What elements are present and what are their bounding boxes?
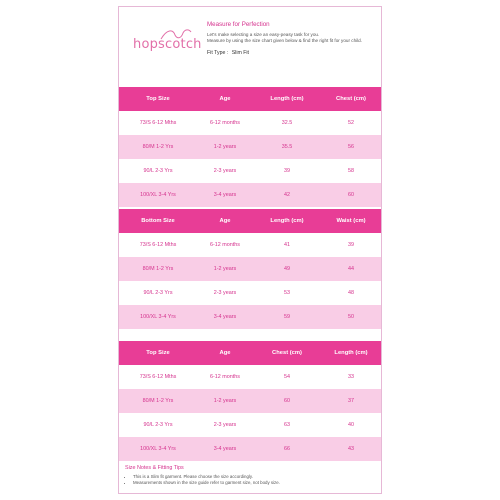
table-cell: 49 [284,266,290,272]
size-notes-list [125,474,377,486]
table-cell: 52 [348,120,354,126]
brand-logo-text: hopscotch [133,37,202,52]
table-row [119,111,381,135]
column-header: Bottom Size [141,218,175,224]
table-cell: 59 [284,314,290,320]
table-row [119,233,381,257]
table-cell: 58 [348,168,354,174]
bottom-size-table [119,209,381,329]
table-cell: 90/L 2-3 Yrs [143,290,173,296]
intro-line-2: Measure by using the size chart given below & find the right fit for your child. [207,38,362,43]
table-cell: 6-12 months [210,120,240,126]
table-cell: 1-2 years [213,144,237,150]
size-note-item: • This is a Slim fit garment. Please choose the size accordingly. [133,474,377,480]
fit-type-label: Fit Type : [207,50,229,56]
table-row [119,183,381,207]
table-header-row [119,209,381,233]
table-cell: 73/S 6-12 Mths [139,242,177,248]
table-cell: 60 [284,398,290,404]
size-notes [125,465,377,486]
column-header: Top Size [146,96,170,102]
table-cell: 50 [348,314,354,320]
intro-block [207,21,373,56]
table-cell: 41 [284,242,290,248]
table-row [119,365,381,389]
table-cell: 53 [284,290,290,296]
table-cell: 66 [284,446,290,452]
table-cell: 6-12 months [210,242,240,248]
table-cell: 1-2 years [213,398,237,404]
fit-type [207,50,373,56]
top-size-table [119,87,381,207]
table-cell: 100/XL 3-4 Yrs [140,446,176,452]
table-cell: 40 [348,422,354,428]
table-cell: 90/L 2-3 Yrs [143,422,173,428]
column-header: Chest (cm) [336,96,366,102]
table-cell: 32.5 [281,120,293,126]
table-cell: 39 [348,242,354,248]
table-row [119,281,381,305]
table-cell: 2-3 years [213,290,237,296]
column-header: Age [219,350,231,356]
column-header: Length (cm) [270,218,304,224]
top-size-table-2 [119,341,381,461]
table-cell: 3-4 years [213,192,237,198]
size-chart-header [119,7,381,87]
table-cell: 48 [348,290,354,296]
table-cell: 3-4 years [213,314,237,320]
table-cell: 43 [348,446,354,452]
column-header: Age [219,96,231,102]
table-cell: 33 [348,374,354,380]
table-cell: 73/S 6-12 Mths [139,374,177,380]
table-cell: 3-4 years [213,446,237,452]
table-row [119,305,381,329]
table-cell: 80/M 1-2 Yrs [142,398,174,404]
size-chart-card [118,6,382,494]
column-header: Waist (cm) [336,218,366,224]
table-row [119,437,381,461]
table-cell: 100/XL 3-4 Yrs [140,314,176,320]
table-cell: 100/XL 3-4 Yrs [140,192,176,198]
table-cell: 73/S 6-12 Mths [139,120,177,126]
table-cell: 44 [348,266,354,272]
table-header-row [119,341,381,365]
table-row [119,257,381,281]
table-cell: 39 [284,168,290,174]
table-cell: 63 [284,422,290,428]
table-row [119,413,381,437]
table-cell: 80/M 1-2 Yrs [142,266,174,272]
column-header: Length (cm) [334,350,368,356]
table-row [119,389,381,413]
size-notes-title: Size Notes & Fitting Tips [125,465,184,471]
column-header: Length (cm) [270,96,304,102]
table-cell: 56 [348,144,354,150]
table-cell: 37 [348,398,354,404]
intro-text [207,32,373,44]
table-header-row [119,87,381,111]
column-header: Age [219,218,231,224]
table-row [119,135,381,159]
table-cell: 2-3 years [213,168,237,174]
table-cell: 60 [348,192,354,198]
table-cell: 42 [284,192,290,198]
table-cell: 2-3 years [213,422,237,428]
brand-logo [133,27,203,61]
table-cell: 35.5 [281,144,293,150]
intro-title: Measure for Perfection [207,21,270,28]
size-note-item: • Measurements shown in the size guide refer to garment size, not body size. [133,480,377,486]
table-cell: 90/L 2-3 Yrs [143,168,173,174]
column-header: Top Size [146,350,170,356]
fit-type-value: Slim Fit [231,50,249,56]
table-row [119,159,381,183]
intro-line-1: Let's make selecting a size an easy-peasy task for you. [207,32,320,37]
column-header: Chest (cm) [272,350,302,356]
table-cell: 80/M 1-2 Yrs [142,144,174,150]
table-cell: 6-12 months [210,374,240,380]
table-cell: 54 [284,374,290,380]
table-cell: 1-2 years [213,266,237,272]
